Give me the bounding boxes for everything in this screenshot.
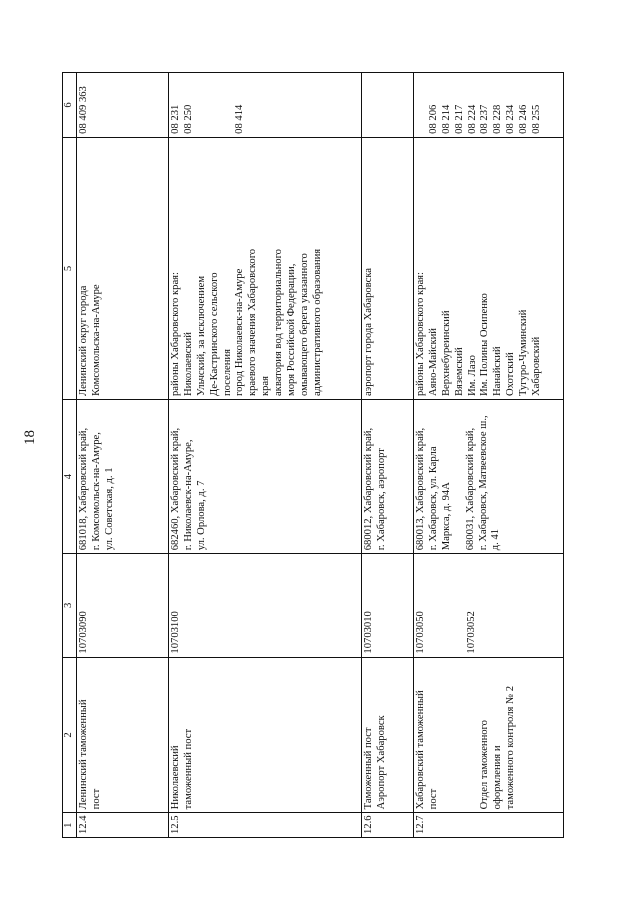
okato-code: 08 206 08 214 08 217 08 224 08 237 08 228 08 234 08 246 08 255 — [413, 73, 563, 138]
header-col-6: 6 — [63, 73, 77, 138]
post-code: 10703010 — [361, 554, 413, 657]
post-name: Хабаровский таможенный пост Отдел таможенного оформления и таможенного контроля № 2 — [413, 657, 563, 813]
row-number: 12.6 — [361, 813, 413, 838]
table-row — [168, 73, 361, 838]
table-row — [76, 73, 168, 838]
header-col-2: 2 — [63, 657, 77, 813]
header-col-5: 5 — [63, 137, 77, 399]
customs-posts-table — [62, 72, 564, 838]
post-name: Николаевский таможенный пост — [168, 657, 361, 813]
header-col-3: 3 — [63, 554, 77, 657]
row-number: 12.4 — [76, 813, 168, 838]
sub-post-address: 680031, Хабаровский край, — [464, 427, 476, 551]
post-name: Ленинский таможенный пост — [76, 657, 168, 813]
post-address: 682460, Хабаровский край, г. Николаевск-на-Амуре, ул. Орлова, д. 7 — [168, 400, 361, 554]
post-address: 681018, Хабаровский край, г. Комсомольск-на-Амуре, ул. Советская, д. 1 — [76, 400, 168, 554]
post-name: Таможенный пост Аэропорт Хабаровск — [361, 657, 413, 813]
header-row — [63, 73, 77, 838]
sub-post-name: Отдел таможенного — [478, 720, 490, 810]
jurisdiction-region: аэропорт города Хабаровска — [361, 137, 413, 399]
post-address: 680013, Хабаровский край, г. Хабаровск, ул. Карла Маркса, д. 94А 680031, Хабаровский край, г. Хабаровск, Матвеевское ш., д. 41 — [413, 400, 563, 554]
okato-code: 08 409 363 — [76, 73, 168, 138]
post-address: 680012, Хабаровский край, г. Хабаровск, аэропорт — [361, 400, 413, 554]
post-code: 10703090 — [76, 554, 168, 657]
table-row — [413, 73, 563, 838]
sub-post-code: 10703052 — [465, 611, 477, 654]
header-col-1: 1 — [63, 813, 77, 838]
jurisdiction-region: Ленинский округ города Комсомольска-на-Амуре — [76, 137, 168, 399]
header-col-4: 4 — [63, 400, 77, 554]
table-row — [361, 73, 413, 838]
post-code: 10703100 — [168, 554, 361, 657]
page-number: 18 — [22, 430, 38, 445]
okato-code: 08 231 08 250 08 414 — [168, 73, 361, 138]
post-code: 10703050 10703052 — [413, 554, 563, 657]
jurisdiction-region: районы Хабаровского края: Аяно-Майский Верхнебуреинский Вяземский Им. Лазо Им. Полины Осипенко Нанайский Охотский Тугуро-Чуминский Хабаровский — [413, 137, 563, 399]
row-number: 12.5 — [168, 813, 361, 838]
jurisdiction-region: районы Хабаровского края: Николаевский Ульчский, за исключением Де-Кастринского сельского поселения город Николаевск-на-Амуре краевого значения Хабаровского края акватория вод территориального моря Российской Федерации, омывающего берега указанного административного образования — [168, 137, 361, 399]
rotated-page — [62, 72, 552, 838]
row-number: 12.7 — [413, 813, 563, 838]
okato-code — [361, 73, 413, 138]
